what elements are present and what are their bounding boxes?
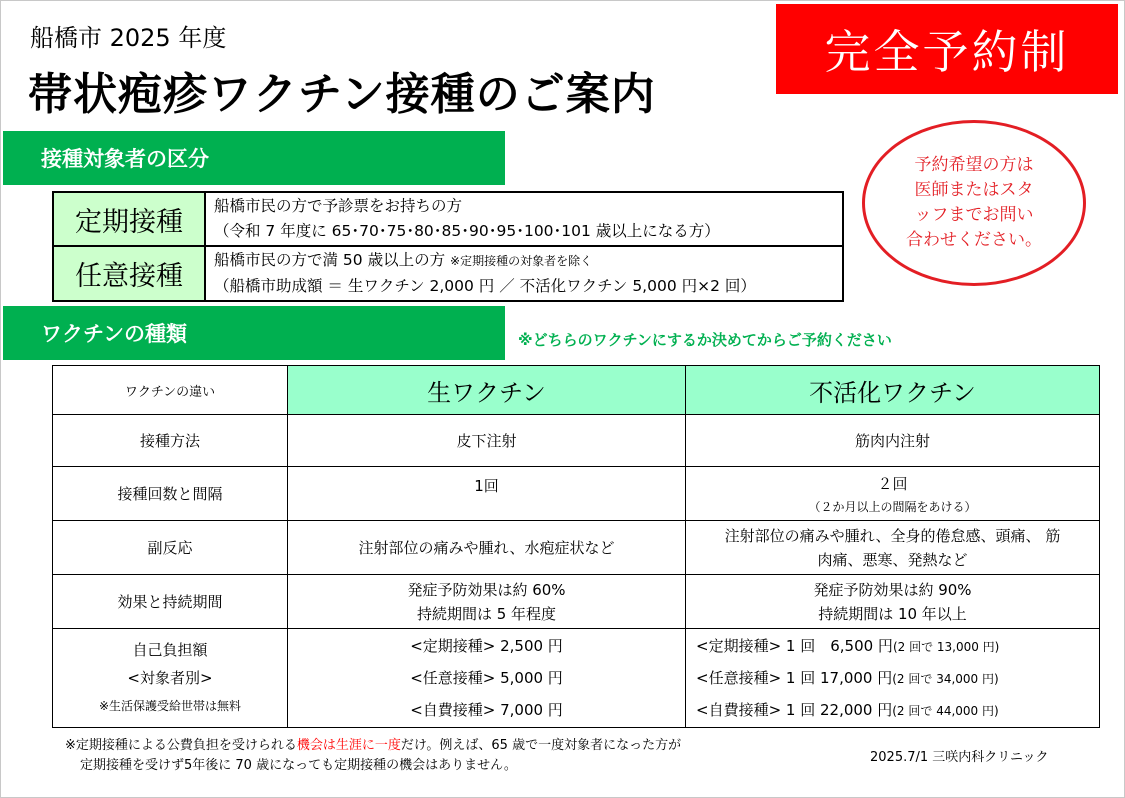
eligibility-description — [205, 192, 843, 246]
cell: 1回 — [288, 467, 686, 521]
cost-line — [696, 694, 1098, 726]
notice-line: 予約希望の方は — [914, 155, 1034, 175]
row-label — [53, 629, 288, 728]
table-row — [53, 246, 843, 301]
table-row — [53, 366, 1100, 415]
cell: 注射部位の痛みや腫れ、水疱症状など — [288, 521, 686, 575]
header-cell: 不活化ワクチン — [686, 366, 1100, 415]
cell — [686, 575, 1100, 629]
cost-line — [696, 662, 1098, 694]
cost-main: <定期接種> 1 回 6,500 円 — [696, 637, 893, 655]
cost-line: <自費接種> 7,000 円 — [410, 701, 563, 719]
footnote — [65, 734, 681, 753]
cost-line: <任意接種> 5,000 円 — [410, 669, 563, 687]
notice-line: 医師またはスタ — [914, 180, 1034, 200]
desc-text: 船橋市民の方で満 50 歳以上の方 — [214, 251, 446, 269]
footnote-text: だけ。例えば、65 歳で一度対象者になった方が — [400, 738, 682, 753]
row-label: 接種回数と間隔 — [53, 467, 288, 521]
footnote-highlight: 機会は生涯に一度 — [296, 738, 401, 753]
cell-note: ※生活保護受給世帯は無料 — [98, 699, 242, 713]
section-heading-vaccine-types: ワクチンの種類 — [3, 306, 505, 360]
cell-line: 発症予防効果は約 90% — [813, 580, 972, 599]
reservation-badge: 完全予約制 — [776, 4, 1118, 94]
page-title: 帯状疱疹ワクチン接種のご案内 — [28, 69, 656, 120]
row-label: 接種方法 — [53, 415, 288, 467]
cost-line — [696, 630, 1098, 662]
table-row — [53, 467, 1100, 521]
cell — [288, 629, 686, 728]
table-row — [53, 415, 1100, 467]
cell-line: 発症予防効果は約 60% — [407, 580, 566, 599]
desc-line: （令和 7 年度に 65･70･75･80･85･90･95･100･101 歳以上になる方） — [214, 222, 720, 240]
cell-line: 注射部位の痛みや腫れ、全身的倦怠感、頭痛、 筋 — [724, 526, 1061, 545]
table-row — [53, 575, 1100, 629]
cost-sub: (2 回で 44,000 円) — [892, 704, 999, 718]
table-row — [53, 521, 1100, 575]
cost-line: <定期接種> 2,500 円 — [410, 637, 563, 655]
subtitle: 船橋市 2025 年度 — [30, 24, 227, 52]
table-row — [53, 192, 843, 246]
cell — [686, 467, 1100, 521]
reservation-notice — [862, 120, 1086, 286]
desc-line: （船橋市助成額 ＝ 生ワクチン 2,000 円 ／ 不活化ワクチン 5,000 円×2 回） — [214, 277, 756, 295]
cell-line: ２回 — [877, 474, 908, 493]
table-row — [53, 629, 1100, 728]
vaccine-comparison-table — [52, 365, 1100, 728]
desc-line — [214, 248, 841, 274]
footnote-text: ※定期接種による公費負担を受けられる — [65, 738, 297, 753]
cell-line: 持続期間は 10 年以上 — [818, 604, 967, 623]
cell: 筋肉内注射 — [686, 415, 1100, 467]
cell-line: <対象者別> — [127, 669, 213, 687]
header-cell: ワクチンの違い — [53, 366, 288, 415]
cell-line: 持続期間は 5 年程度 — [416, 604, 557, 623]
cell: 皮下注射 — [288, 415, 686, 467]
cost-sub: (2 回で 34,000 円) — [892, 672, 999, 686]
notice-line: 合わせください。 — [906, 230, 1042, 250]
section-note: ※どちらのワクチンにするか決めてからご予約ください — [518, 331, 892, 349]
desc-line: 船橋市民の方で予診票をお持ちの方 — [214, 197, 463, 215]
cell — [288, 575, 686, 629]
row-label: 効果と持続期間 — [53, 575, 288, 629]
cost-main: <自費接種> 1 回 22,000 円 — [696, 701, 893, 719]
row-label: 副反応 — [53, 521, 288, 575]
eligibility-label: 任意接種 — [53, 246, 205, 301]
desc-note: ※定期接種の対象者を除く — [450, 254, 593, 268]
cell — [686, 521, 1100, 575]
eligibility-label: 定期接種 — [53, 192, 205, 246]
cell — [686, 629, 1100, 728]
cost-main: <任意接種> 1 回 17,000 円 — [696, 669, 893, 687]
cost-sub: (2 回で 13,000 円) — [892, 640, 1000, 654]
cell-line: 自己負担額 — [132, 641, 208, 659]
notice-line: ッフまでお問い — [914, 205, 1034, 225]
date-clinic: 2025.7/1 三咲内科クリニック — [870, 750, 1049, 765]
eligibility-description — [205, 246, 843, 301]
header-cell: 生ワクチン — [288, 366, 686, 415]
section-heading-eligibility: 接種対象者の区分 — [3, 131, 505, 185]
cell-line: 肉痛、悪寒、発熱など — [817, 550, 968, 569]
cell-line: （２か月以上の間隔をあける） — [808, 499, 977, 514]
footnote-line2: 定期接種を受けず5年後に 70 歳になっても定期接種の機会はありません。 — [80, 758, 517, 773]
eligibility-table — [52, 191, 844, 302]
